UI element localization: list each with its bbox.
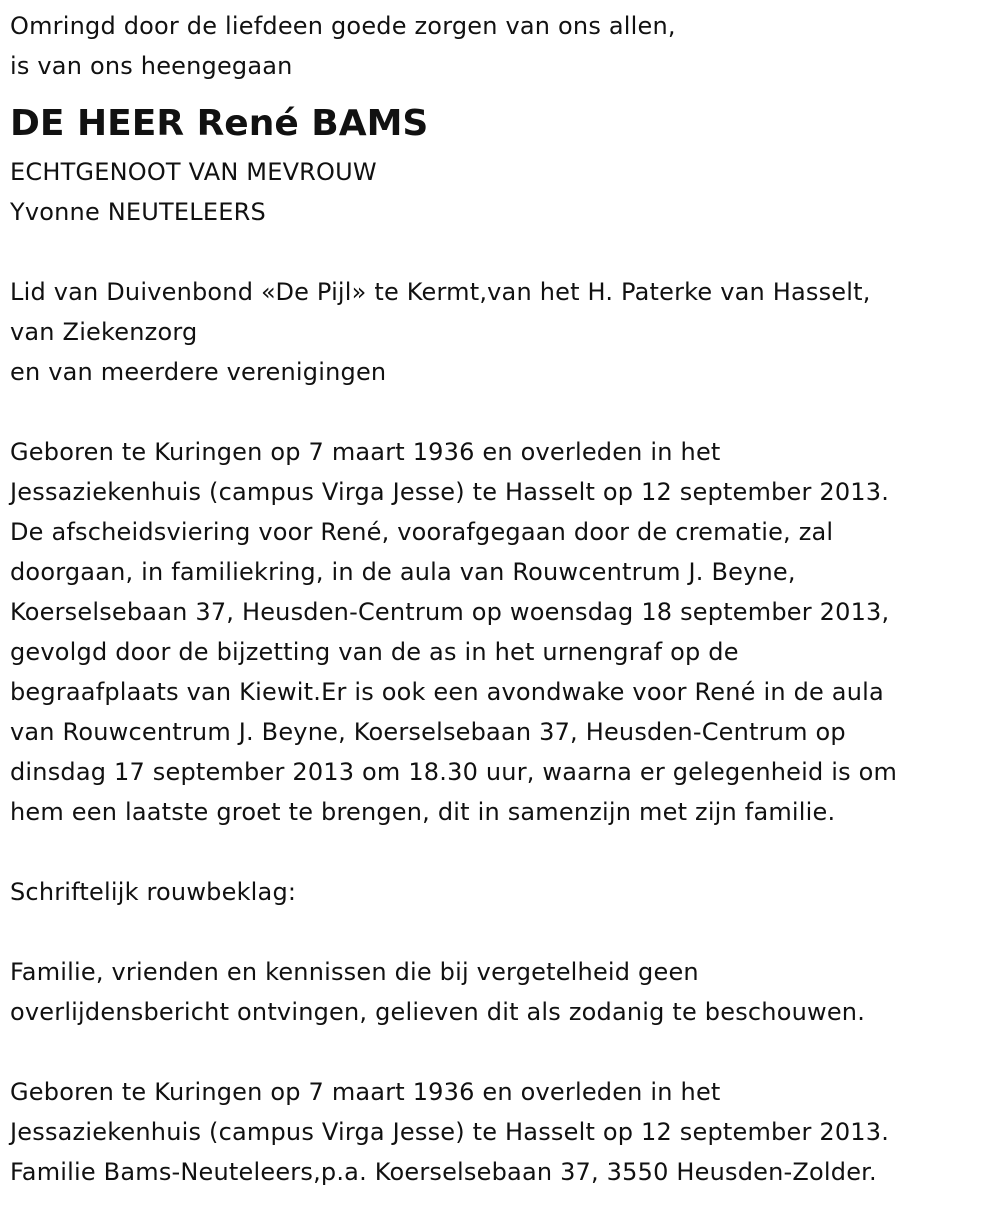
- notice-line: Familie, vrienden en kennissen die bij vergetelheid geen: [10, 958, 699, 986]
- details-line: gevolgd door de bijzetting van de as in het urnengraf op de: [10, 638, 739, 666]
- spacer: [10, 912, 995, 952]
- spacer: [10, 832, 995, 872]
- spacer: [10, 392, 995, 432]
- details-line: dinsdag 17 september 2013 om 18.30 uur, waarna er gelegenheid is om: [10, 758, 898, 786]
- details-line: Jessaziekenhuis (campus Virga Jesse) te Hasselt op 12 september 2013.: [10, 478, 890, 506]
- spouse-name: Yvonne NEUTELEERS: [10, 198, 266, 226]
- spacer: [10, 1032, 995, 1072]
- footer-line: Familie Bams-Neuteleers,p.a. Koerselsebaan 37, 3550 Heusden-Zolder.: [10, 1158, 877, 1186]
- membership-line: Lid van Duivenbond «De Pijl» te Kermt,van het H. Paterke van Hasselt,: [10, 278, 871, 306]
- details-line: begraafplaats van Kiewit.Er is ook een avondwake voor René in de aula: [10, 678, 884, 706]
- deceased-name-heading: DE HEER René BAMS: [10, 103, 429, 144]
- spouse-line: ECHTGENOOT VAN MEVROUW: [10, 158, 377, 186]
- obituary-notice: [10, 6, 995, 1192]
- membership-line: van Ziekenzorg: [10, 318, 198, 346]
- intro-line: is van ons heengegaan: [10, 52, 293, 80]
- condolence-heading: Schriftelijk rouwbeklag:: [10, 878, 297, 906]
- footer-line: Geboren te Kuringen op 7 maart 1936 en overleden in het: [10, 1078, 721, 1106]
- details-line: Koerselsebaan 37, Heusden-Centrum op woensdag 18 september 2013,: [10, 598, 890, 626]
- details-line: Geboren te Kuringen op 7 maart 1936 en overleden in het: [10, 438, 721, 466]
- intro-line: Omringd door de liefdeen goede zorgen van ons allen,: [10, 12, 676, 40]
- spacer: [10, 232, 995, 272]
- footer-line: Jessaziekenhuis (campus Virga Jesse) te Hasselt op 12 september 2013.: [10, 1118, 890, 1146]
- details-line: De afscheidsviering voor René, voorafgegaan door de crematie, zal: [10, 518, 834, 546]
- details-line: van Rouwcentrum J. Beyne, Koerselsebaan 37, Heusden-Centrum op: [10, 718, 846, 746]
- details-line: doorgaan, in familiekring, in de aula van Rouwcentrum J. Beyne,: [10, 558, 796, 586]
- details-line: hem een laatste groet te brengen, dit in samenzijn met zijn familie.: [10, 798, 836, 826]
- notice-line: overlijdensbericht ontvingen, gelieven dit als zodanig te beschouwen.: [10, 998, 866, 1026]
- membership-line: en van meerdere verenigingen: [10, 358, 387, 386]
